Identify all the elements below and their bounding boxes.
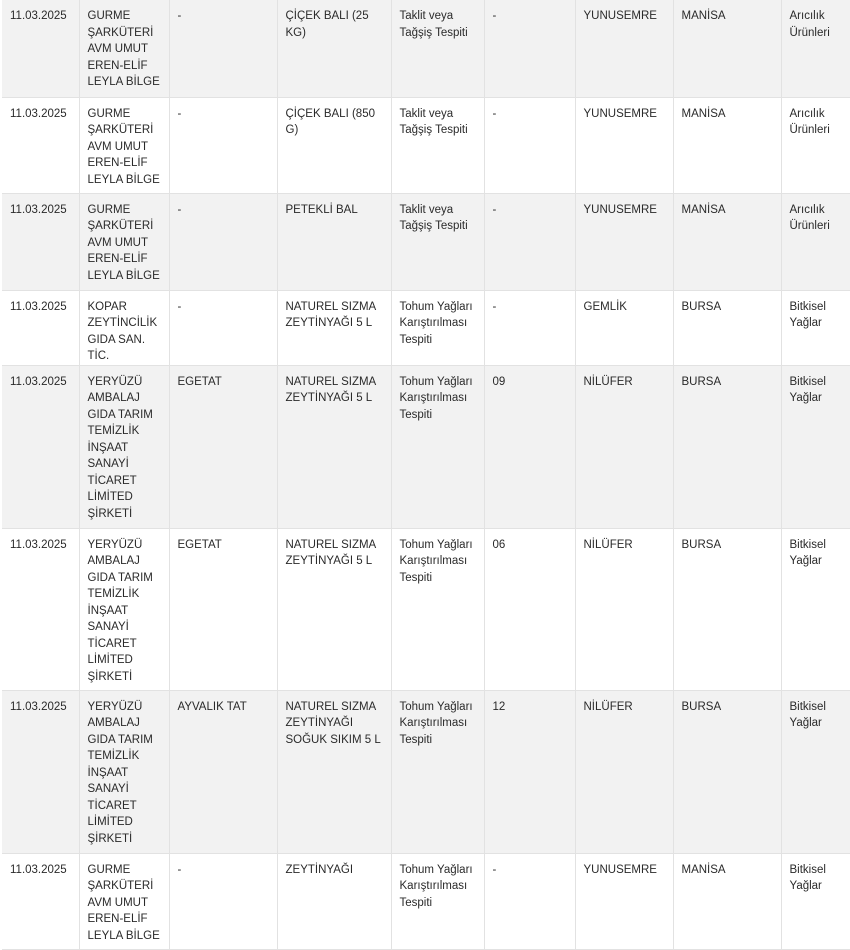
table-row <box>2 690 850 853</box>
table-body <box>2 0 850 949</box>
company-cell: YERYÜZÜ AMBALAJ GIDA TARIM TEMİZLİK İNŞAAT SANAYİ TİCARET LİMİTED ŞİRKETİ <box>79 690 169 853</box>
violation-cell: Taklit veya Tağşiş Tespiti <box>391 193 484 290</box>
district-cell: NİLÜFER <box>575 528 673 690</box>
province-cell: BURSA <box>673 690 781 853</box>
date-cell: 11.03.2025 <box>2 97 79 193</box>
violations-table <box>2 0 850 950</box>
district-cell: GEMLİK <box>575 290 673 365</box>
district-cell: NİLÜFER <box>575 365 673 528</box>
violation-cell: Tohum Yağları Karıştırılması Tespiti <box>391 853 484 949</box>
table-row <box>2 193 850 290</box>
company-cell: YERYÜZÜ AMBALAJ GIDA TARIM TEMİZLİK İNŞAAT SANAYİ TİCARET LİMİTED ŞİRKETİ <box>79 365 169 528</box>
category-cell: Arıcılık Ürünleri <box>781 0 850 97</box>
batch-cell: - <box>484 193 575 290</box>
district-cell: YUNUSEMRE <box>575 97 673 193</box>
date-cell: 11.03.2025 <box>2 853 79 949</box>
brand-cell: - <box>169 853 277 949</box>
brand-cell: - <box>169 0 277 97</box>
product-cell: NATUREL SIZMA ZEYTİNYAĞI 5 L <box>277 365 391 528</box>
violation-cell: Taklit veya Tağşiş Tespiti <box>391 0 484 97</box>
province-cell: MANİSA <box>673 193 781 290</box>
product-cell: NATUREL SIZMA ZEYTİNYAĞI 5 L <box>277 528 391 690</box>
brand-cell: - <box>169 290 277 365</box>
district-cell: YUNUSEMRE <box>575 0 673 97</box>
province-cell: MANİSA <box>673 0 781 97</box>
company-cell: GURME ŞARKÜTERİ AVM UMUT EREN-ELİF LEYLA BİLGE <box>79 0 169 97</box>
product-cell: NATUREL SIZMA ZEYTİNYAĞI 5 L <box>277 290 391 365</box>
category-cell: Arıcılık Ürünleri <box>781 97 850 193</box>
batch-cell: - <box>484 97 575 193</box>
brand-cell: - <box>169 97 277 193</box>
product-cell: NATUREL SIZMA ZEYTİNYAĞI SOĞUK SIKIM 5 L <box>277 690 391 853</box>
district-cell: YUNUSEMRE <box>575 193 673 290</box>
table-row <box>2 528 850 690</box>
product-cell: ÇİÇEK BALI (850 G) <box>277 97 391 193</box>
brand-cell: EGETAT <box>169 365 277 528</box>
date-cell: 11.03.2025 <box>2 690 79 853</box>
violation-cell: Tohum Yağları Karıştırılması Tespiti <box>391 365 484 528</box>
table-row <box>2 97 850 193</box>
batch-cell: 09 <box>484 365 575 528</box>
table-row <box>2 853 850 949</box>
violation-cell: Tohum Yağları Karıştırılması Tespiti <box>391 690 484 853</box>
category-cell: Bitkisel Yağlar <box>781 853 850 949</box>
province-cell: MANİSA <box>673 853 781 949</box>
batch-cell: 12 <box>484 690 575 853</box>
date-cell: 11.03.2025 <box>2 193 79 290</box>
product-cell: ZEYTİNYAĞI <box>277 853 391 949</box>
district-cell: YUNUSEMRE <box>575 853 673 949</box>
violation-cell: Taklit veya Tağşiş Tespiti <box>391 97 484 193</box>
batch-cell: - <box>484 0 575 97</box>
product-cell: ÇİÇEK BALI (25 KG) <box>277 0 391 97</box>
category-cell: Bitkisel Yağlar <box>781 290 850 365</box>
date-cell: 11.03.2025 <box>2 290 79 365</box>
brand-cell: - <box>169 193 277 290</box>
district-cell: NİLÜFER <box>575 690 673 853</box>
company-cell: YERYÜZÜ AMBALAJ GIDA TARIM TEMİZLİK İNŞAAT SANAYİ TİCARET LİMİTED ŞİRKETİ <box>79 528 169 690</box>
batch-cell: 06 <box>484 528 575 690</box>
violation-cell: Tohum Yağları Karıştırılması Tespiti <box>391 290 484 365</box>
brand-cell: AYVALIK TAT <box>169 690 277 853</box>
table-row <box>2 0 850 97</box>
category-cell: Bitkisel Yağlar <box>781 365 850 528</box>
product-cell: PETEKLİ BAL <box>277 193 391 290</box>
table-row <box>2 290 850 365</box>
company-cell: GURME ŞARKÜTERİ AVM UMUT EREN-ELİF LEYLA BİLGE <box>79 97 169 193</box>
violation-cell: Tohum Yağları Karıştırılması Tespiti <box>391 528 484 690</box>
category-cell: Bitkisel Yağlar <box>781 690 850 853</box>
company-cell: GURME ŞARKÜTERİ AVM UMUT EREN-ELİF LEYLA BİLGE <box>79 853 169 949</box>
province-cell: MANİSA <box>673 97 781 193</box>
province-cell: BURSA <box>673 528 781 690</box>
table-row <box>2 365 850 528</box>
province-cell: BURSA <box>673 365 781 528</box>
batch-cell: - <box>484 290 575 365</box>
category-cell: Bitkisel Yağlar <box>781 528 850 690</box>
brand-cell: EGETAT <box>169 528 277 690</box>
province-cell: BURSA <box>673 290 781 365</box>
date-cell: 11.03.2025 <box>2 0 79 97</box>
date-cell: 11.03.2025 <box>2 365 79 528</box>
category-cell: Arıcılık Ürünleri <box>781 193 850 290</box>
date-cell: 11.03.2025 <box>2 528 79 690</box>
batch-cell: - <box>484 853 575 949</box>
company-cell: GURME ŞARKÜTERİ AVM UMUT EREN-ELİF LEYLA BİLGE <box>79 193 169 290</box>
company-cell: KOPAR ZEYTİNCİLİK GIDA SAN. TİC. <box>79 290 169 365</box>
